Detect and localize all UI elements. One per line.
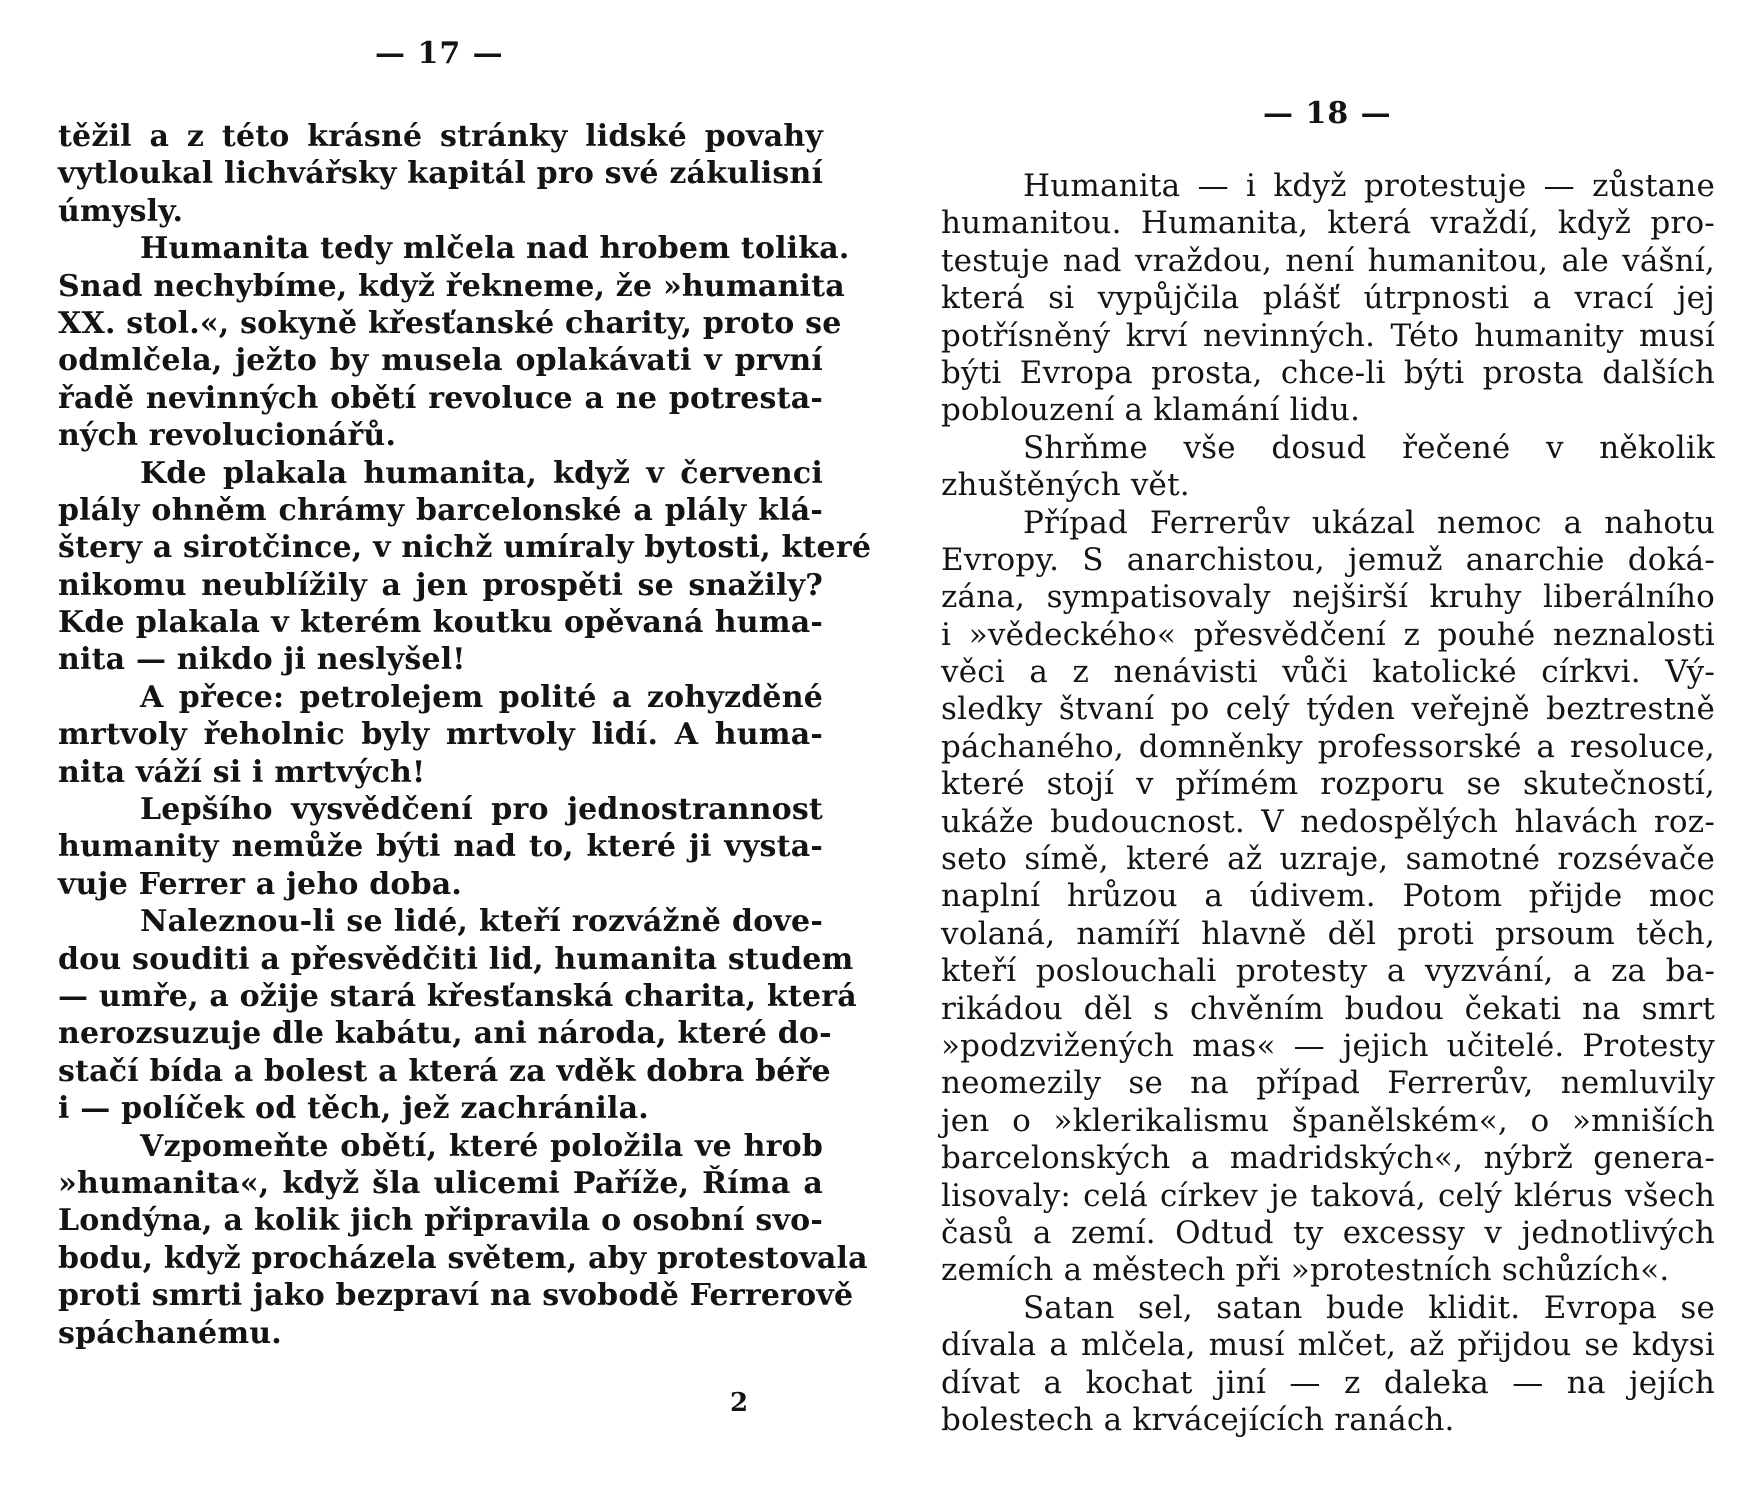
text-line: ukáže budoucnost. V nedospělých hlavách roz- [941, 803, 1715, 840]
text-line: věci a z nenávisti vůči katolické církvi. Vý- [941, 654, 1715, 691]
text-line: zemích a městech při »protestních schůzích«. [941, 1252, 1670, 1289]
text-line: lisovaly: celá církev je taková, celý klérus všech [941, 1177, 1715, 1214]
text-line: ných revolucionářů. [58, 418, 397, 454]
text-line: jen o »klerikalismu španělském«, o »mniších [941, 1102, 1715, 1139]
left-page-body [58, 118, 872, 1352]
text-line: Evropy. S anarchistou, jemuž anarchie doká- [941, 541, 1715, 578]
text-line: bodu, když procházela světem, aby protestovala [58, 1240, 868, 1276]
right-page [881, 0, 1762, 1500]
text-line: plály ohněm chrámy barcelonské a plály klá- [58, 492, 823, 528]
text-line: i »vědeckého« přesvědčení z pouhé neznalosti [941, 616, 1715, 653]
text-line: »podzvižených mas« — jejich učitelé. Protesty [941, 1027, 1715, 1064]
text-line: testuje nad vraždou, není humanitou, ale vášní, [941, 242, 1715, 279]
text-line: zhuštěných vět. [941, 467, 1190, 504]
text-line: páchaného, domněnky professorské a resoluce, [941, 728, 1715, 765]
page-number-header: — 17 — [375, 36, 504, 71]
text-line: bolestech a krvácejících ranách. [941, 1401, 1455, 1438]
text-line: humanity nemůže býti nad to, které ji vysta- [58, 829, 823, 865]
text-line: Kde plakala v kterém koutku opěvaná huma- [58, 605, 823, 641]
text-line: nerozsuzuje dle kabátu, ani národa, které do- [58, 1016, 832, 1052]
text-line: časů a zemí. Odtud ty excessy v jednotlivých [941, 1214, 1715, 1251]
text-line: naplní hrůzou a údivem. Potom přijde moc [941, 878, 1715, 915]
text-line: mrtvoly řeholnic byly mrtvoly lidí. A huma- [58, 717, 823, 753]
text-line: volaná, namíří hlavně děl proti prsoum těch, [941, 915, 1715, 952]
text-line: Londýna, a kolik jich připravila o osobní svo- [58, 1203, 823, 1239]
text-line: barcelonských a madridských«, nýbrž genera- [941, 1140, 1715, 1177]
text-line: i — políček od těch, jež zachránila. [58, 1091, 649, 1127]
text-line: spáchanému. [58, 1315, 282, 1351]
text-line: Lepšího vysvědčení pro jednostrannost [140, 792, 823, 828]
text-line: Humanita tedy mlčela nad hrobem tolika. [140, 231, 850, 267]
text-line: úmysly. [58, 193, 184, 229]
text-line: těžil a z této krásné stránky lidské povahy [58, 119, 823, 154]
text-line: Humanita — i když protestuje — zůstane [1023, 168, 1715, 204]
text-line: vuje Ferrer a jeho doba. [58, 866, 463, 902]
text-line: vytloukal lichvářsky kapitál pro své zákulisní [58, 156, 824, 192]
right-page-body [941, 168, 1715, 1439]
page-number-header: — 18 — [1263, 96, 1392, 131]
text-line: stačí bída a bolest a která za vděk dobra béře [58, 1053, 831, 1089]
text-line: — umře, a ožije stará křesťanská charita, která [58, 978, 857, 1014]
text-line: Naleznou-li se lidé, kteří rozvážně dove- [140, 904, 823, 940]
text-line: neomezily se na případ Ferrerův, nemluvily [941, 1065, 1715, 1102]
text-line: Satan sel, satan bude klidit. Evropa se [1023, 1289, 1715, 1326]
text-line: odmlčela, ježto by musela oplakávati v první [58, 343, 823, 379]
text-line: Snad nechybíme, když řekneme, že »humanita [58, 268, 845, 304]
text-line: dívat a kochat jiní — z daleka — na jejích [941, 1364, 1715, 1401]
text-line: potřísněný krví nevinných. Této humanity musí [941, 317, 1715, 354]
text-line: zána, sympatisovaly nejširší kruhy liberálního [941, 579, 1715, 616]
text-line: Případ Ferrerův ukázal nemoc a nahotu [1023, 504, 1715, 541]
text-line: Kde plakala humanita, když v červenci [140, 455, 823, 491]
text-line: řadě nevinných obětí revoluce a ne potresta- [58, 380, 823, 416]
text-line: dou souditi a přesvědčiti lid, humanita studem [58, 941, 854, 977]
text-line: poblouzení a klamání lidu. [941, 392, 1361, 429]
text-line: dívala a mlčela, musí mlčet, až přijdou se kdysi [941, 1327, 1715, 1364]
text-line: býti Evropa prosta, chce-li býti prosta dalších [941, 354, 1715, 391]
text-line: proti smrti jako bezpraví na svobodě Ferrerově [58, 1278, 854, 1314]
text-line: seto símě, které až uzraje, samotné rozsévače [941, 841, 1715, 878]
text-line: rikádou děl s chvěním budou čekati na smrt [941, 990, 1715, 1027]
text-line: »humanita«, když šla ulicemi Paříže, Říma a [58, 1165, 823, 1201]
text-line: nita — nikdo ji neslyšel! [58, 642, 466, 678]
text-line: XX. stol.«, sokyně křesťanské charity, proto se [58, 305, 842, 341]
text-line: nita váží si i mrtvých! [58, 754, 426, 790]
signature-mark: 2 [730, 1388, 749, 1418]
text-line: štery a sirotčince, v nichž umíraly bytosti, které [58, 530, 872, 566]
text-line: Shrňme vše dosud řečené v několik [1023, 429, 1715, 466]
text-line: A přece: petrolejem polité a zohyzděné [140, 679, 823, 715]
text-line: sledky štvaní po celý týden veřejně beztrestně [941, 691, 1715, 728]
text-line: nikomu neublížily a jen prospěti se snažily? [58, 567, 823, 603]
text-line: humanitou. Humanita, která vraždí, když pro- [941, 205, 1715, 242]
text-line: které stojí v přímém rozporu se skutečností, [941, 766, 1715, 803]
text-line: která si vypůjčila plášť útrpnosti a vrací jej [941, 280, 1715, 317]
text-line: kteří poslouchali protesty a vyzvání, a za ba- [941, 953, 1715, 990]
text-line: Vzpomeňte obětí, které položila ve hrob [140, 1128, 823, 1164]
